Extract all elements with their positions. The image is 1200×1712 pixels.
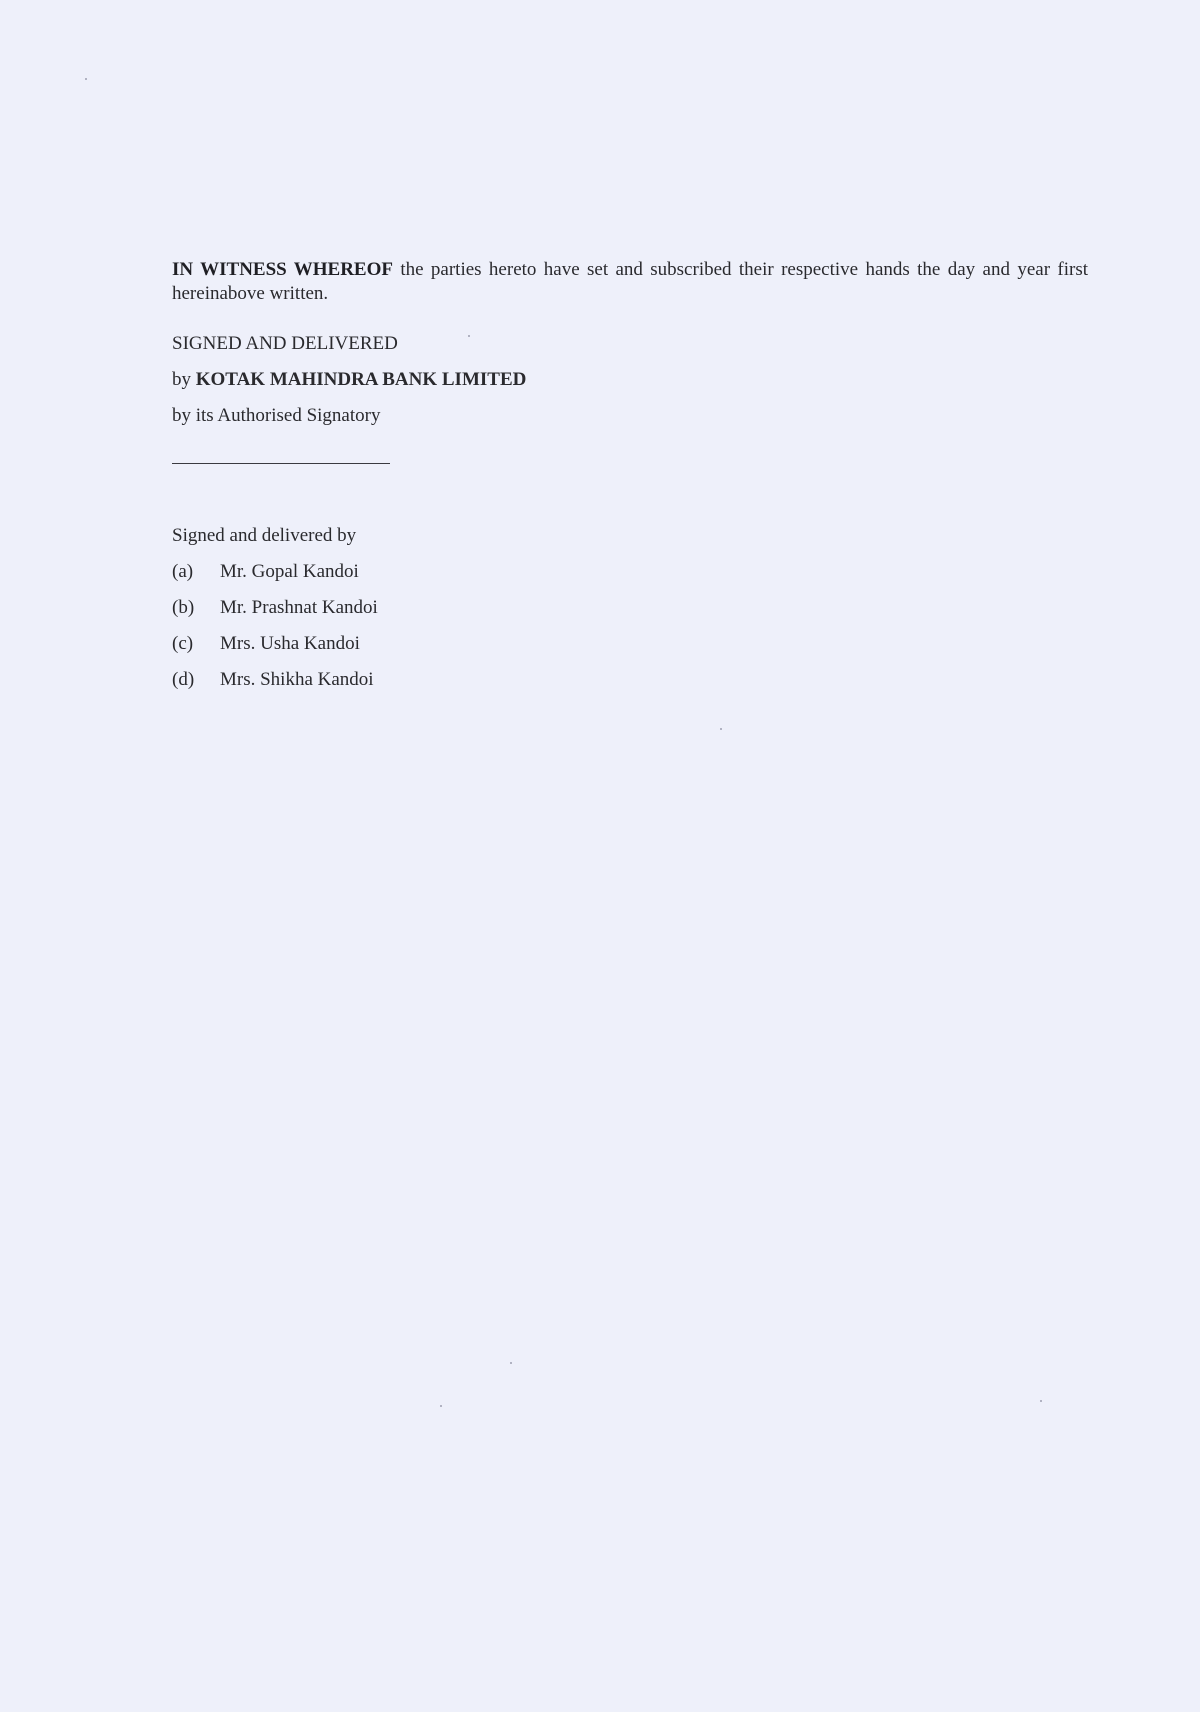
authorised-signatory-label: by its Authorised Signatory [172,405,381,426]
list-item [172,596,378,632]
bank-name: KOTAK MAHINDRA BANK LIMITED [195,369,527,390]
scan-speck [468,335,470,337]
signature-line [172,463,390,464]
by-prefix: by [172,369,196,390]
scan-speck [440,1405,442,1407]
witness-clause [172,258,1088,306]
list-marker: (d) [172,669,195,690]
list-item [172,668,378,704]
scan-speck [1040,1400,1042,1402]
list-marker: (a) [172,561,194,582]
witness-heading: IN WITNESS WHEREOF [172,259,393,280]
witness-section [172,258,1088,690]
party-name: Mrs. Usha Kandoi [220,633,360,654]
witness-body: the parties hereto have set and subscribed their respective hands the day and year first hereinabove written. [172,259,1088,304]
signed-by-label: Signed and delivered by [172,525,357,546]
scan-speck [510,1362,512,1364]
bank-line [172,368,526,392]
scan-speck [85,78,87,80]
list-item [172,632,378,668]
list-marker: (b) [172,597,195,618]
party-name: Mrs. Shikha Kandoi [220,669,374,690]
scan-speck [720,728,722,730]
party-name: Mr. Gopal Kandoi [220,561,359,582]
signed-delivered-label: SIGNED AND DELIVERED [172,333,398,354]
list-item [172,560,378,596]
list-marker: (c) [172,633,194,654]
party-list [172,560,378,704]
party-name: Mr. Prashnat Kandoi [220,597,378,618]
